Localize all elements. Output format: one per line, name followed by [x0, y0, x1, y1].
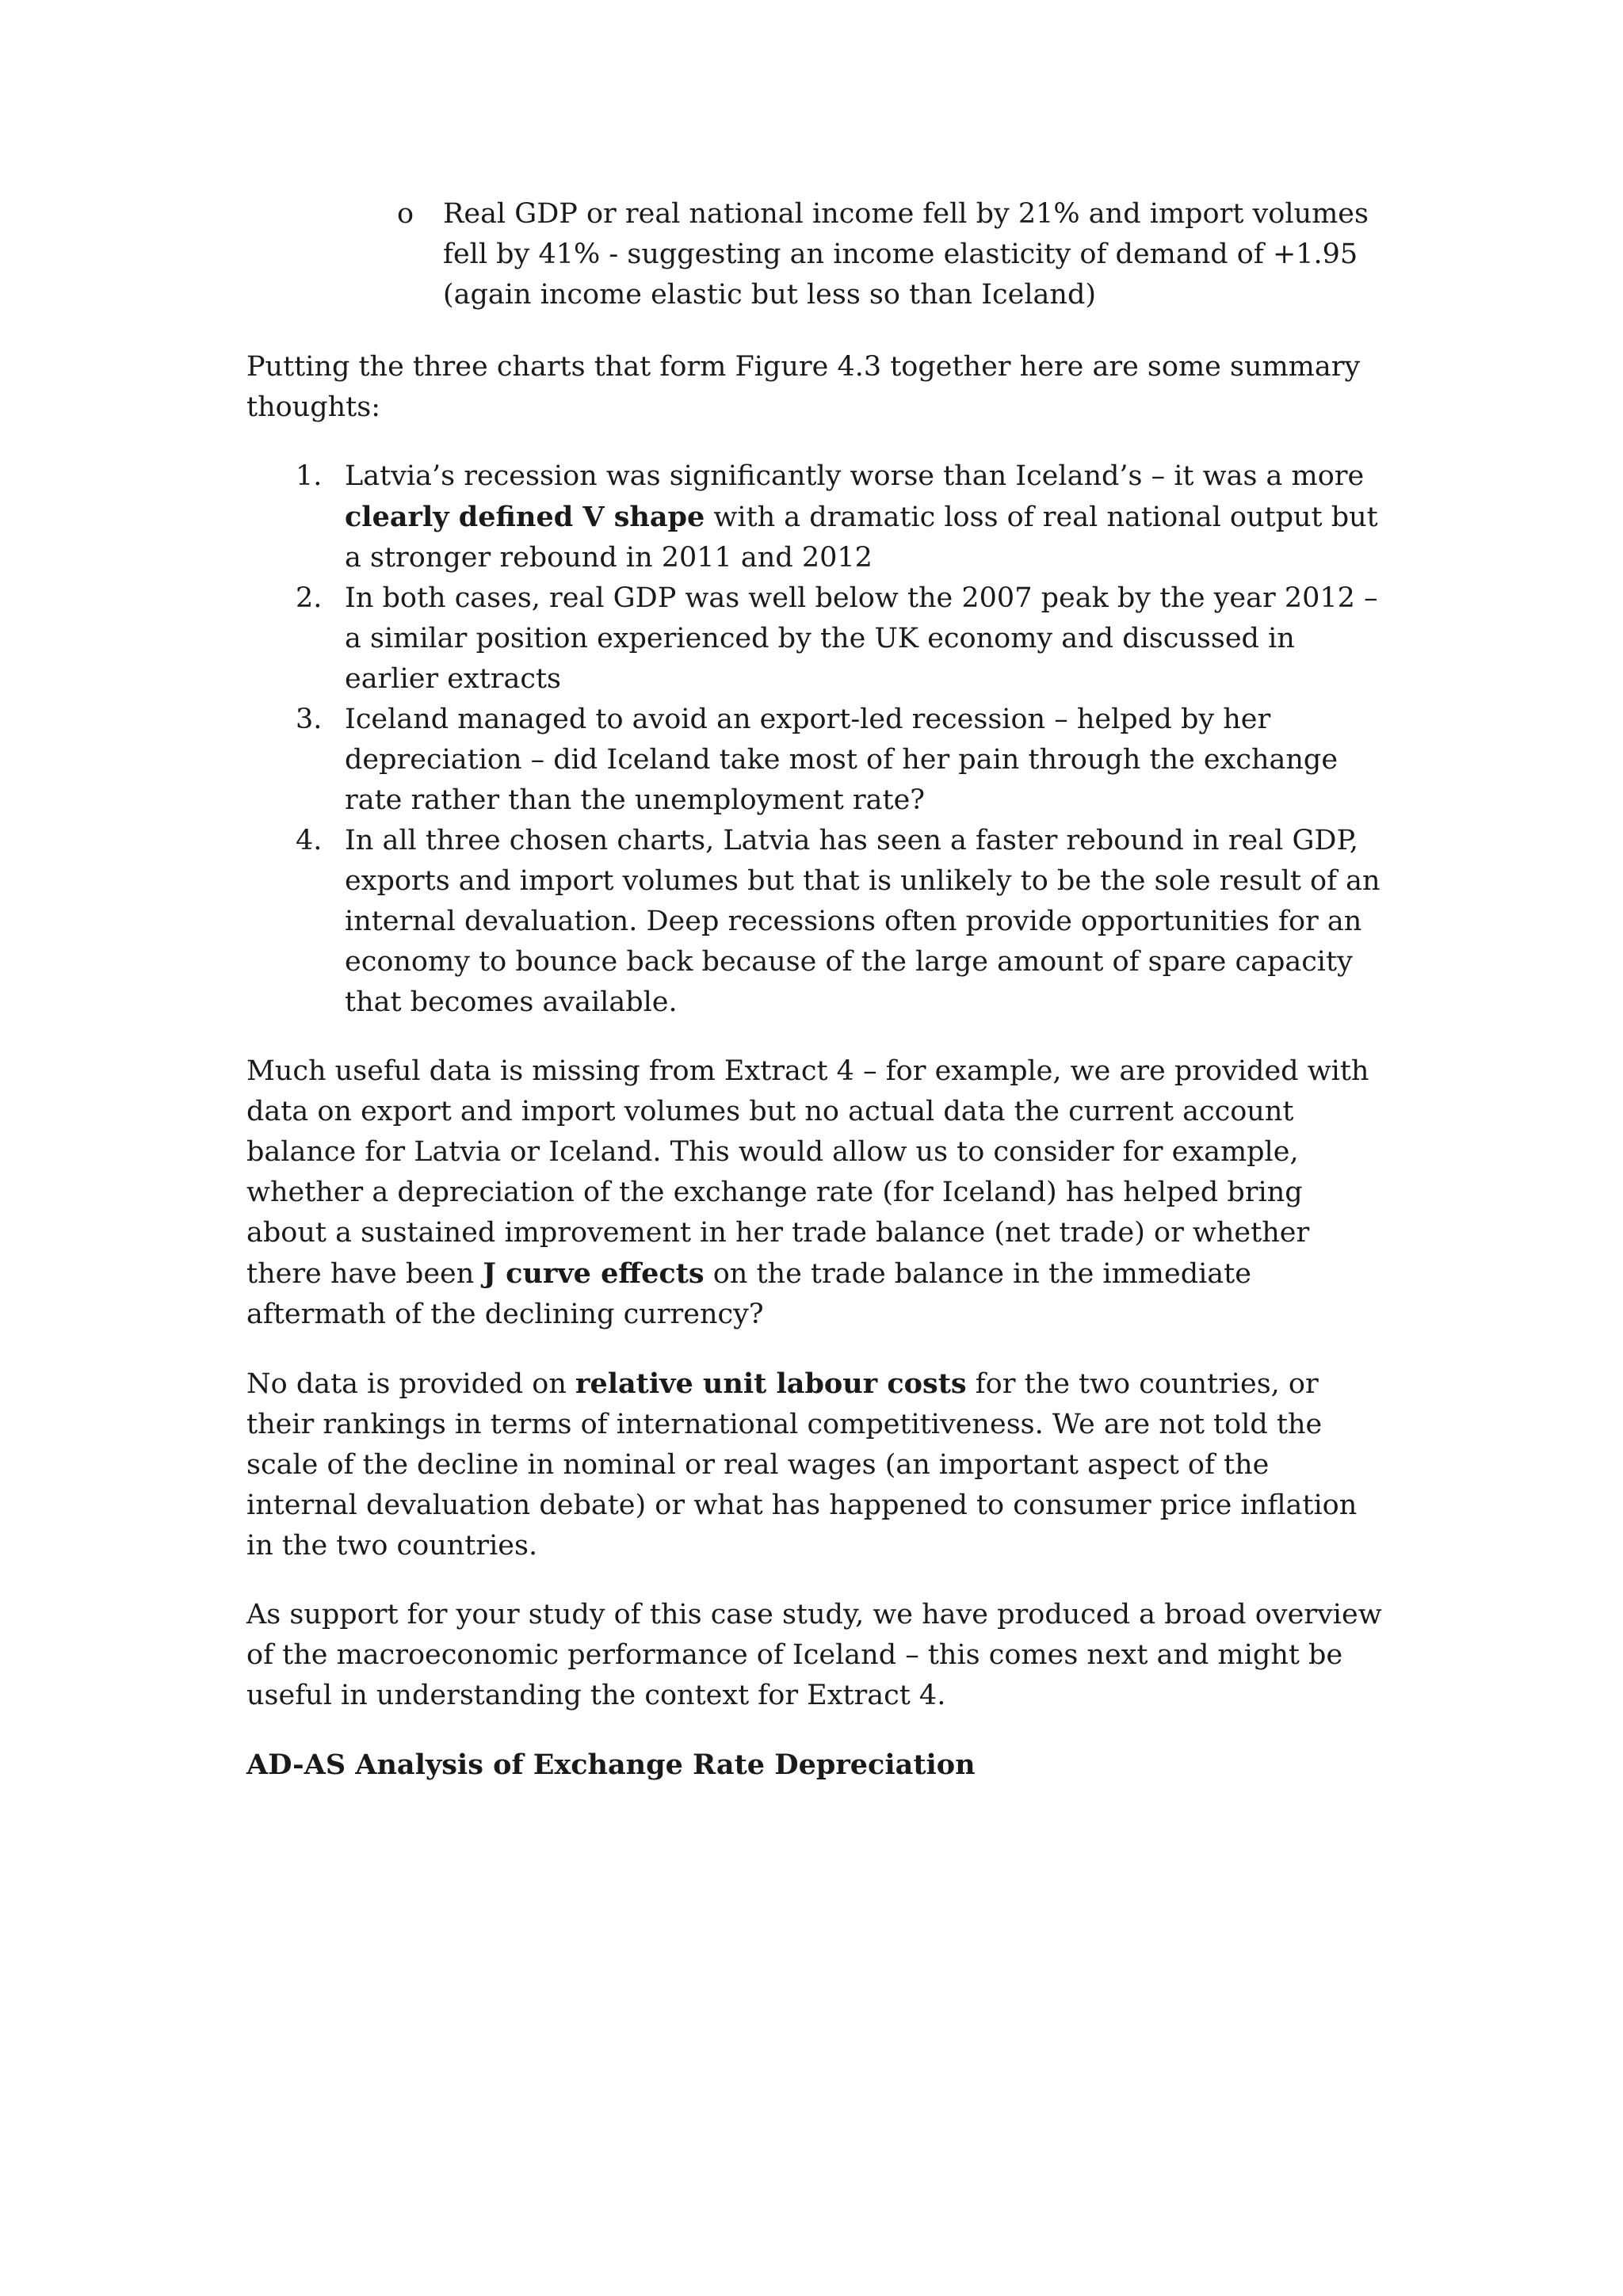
- list-number: 3.: [296, 704, 323, 735]
- labour-costs-paragraph: [246, 1363, 1388, 1566]
- missing-data-paragraph: [246, 1051, 1388, 1335]
- list-item: [246, 456, 1388, 578]
- section-heading: AD-AS Analysis of Exchange Rate Depreciation: [246, 1749, 976, 1781]
- list-text: In both cases, real GDP was well below the 2007 peak by the year 2012 – a similar position experienced by the UK economy and discussed in earlier extracts: [345, 582, 1378, 695]
- list-item: [246, 700, 1388, 821]
- summary-thoughts-list: [246, 456, 1388, 1023]
- list-item: [246, 821, 1388, 1023]
- list-number: 1.: [296, 460, 323, 492]
- list-text: Iceland managed to avoid an export-led recession – helped by her depreciation – did Iceland take most of her pain through the exchange rate rather than the unemployment rate?: [345, 704, 1338, 816]
- paragraph-text: Much useful data is missing from Extract 4 – for example, we are provided with data on export and import volumes but no actual data the current account balance for Latvia or Iceland. This would allow us to consider for example, whether a depreciation of the exchange rate (for Iceland) has helped bring about a sustained improvement in her trade balance (net trade) or whether there have been: [246, 1055, 1369, 1290]
- paragraph-text: on the trade balance in the immediate aftermath of the declining currency?: [246, 1258, 1251, 1330]
- bold-phrase: relative unit labour costs: [575, 1367, 967, 1400]
- bullet-item-income-elasticity: [246, 194, 1388, 315]
- list-item: [246, 578, 1388, 700]
- bold-phrase: J curve effects: [483, 1257, 705, 1290]
- list-text: In all three chosen charts, Latvia has seen a faster rebound in real GDP, exports and import volumes but that is unlikely to be the sole result of an internal devaluation. Deep recessions often provide opportunities for an economy to bounce back because of the large amount of spare capacity that becomes available.: [345, 825, 1381, 1018]
- support-paragraph: As support for your study of this case study, we have produced a broad overview of the macroeconomic performance of Iceland – this comes next and might be useful in understanding the context for Extract 4.: [246, 1599, 1382, 1711]
- list-text: with a dramatic loss of real national output but a stronger rebound in 2011 and 2012: [345, 502, 1378, 574]
- bold-phrase: clearly defined V shape: [345, 501, 705, 533]
- list-number: 4.: [296, 825, 323, 856]
- paragraph-text: No data is provided on: [246, 1368, 575, 1400]
- paragraph-text: for the two countries, or their rankings in terms of international competitiveness. We are not told the scale of the decline in nominal or real wages (an important aspect of the internal devaluation debate) or what has happened to consumer price inflation in the two countries.: [246, 1368, 1358, 1562]
- page-content: [246, 194, 1388, 1785]
- bullet-text: Real GDP or real national income fell by 21% and import volumes fell by 41% - suggesting an income elasticity of demand of +1.95 (again income elastic but less so than Iceland): [443, 198, 1369, 311]
- list-text: Latvia’s recession was significantly worse than Iceland’s – it was a more: [345, 460, 1365, 492]
- intro-paragraph: Putting the three charts that form Figure 4.3 together here are some summary thoughts:: [246, 351, 1361, 423]
- bullet-marker: o: [397, 198, 414, 230]
- list-number: 2.: [296, 582, 323, 614]
